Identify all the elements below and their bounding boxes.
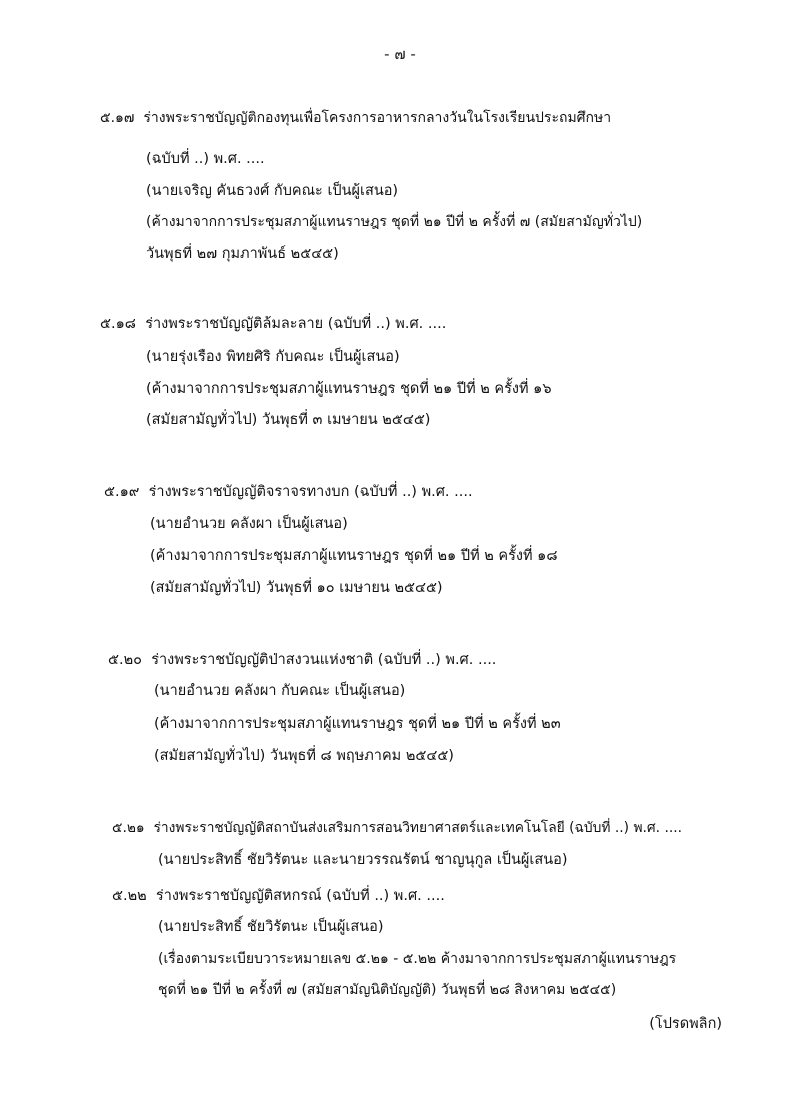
item-detail-line: (ค้างมาจากการประชุมสภาผู้แทนราษฎร ชุดที่ ๒๑ ปีที่ ๒ ครั้งที่ ๗ (สมัยสามัญทั่วไป) xyxy=(146,214,643,230)
item-detail-line: (สมัยสามัญทั่วไป) วันพุธที่ ๑๐ เมษายน ๒๕๔๕) xyxy=(150,580,443,596)
item-title-line xyxy=(104,482,473,502)
item-detail-line: (นายเจริญ คันธวงศ์ กับคณะ เป็นผู้เสนอ) xyxy=(146,183,399,199)
page-number: - ๗ - xyxy=(384,45,416,63)
item-detail-line: (นายอำนวย คลังผา เป็นผู้เสนอ) xyxy=(150,516,348,532)
item-detail-line: (ฉบับที่ ..) พ.ศ. .... xyxy=(146,151,265,167)
continue-note: (โปรดพลิก) xyxy=(649,1016,722,1032)
item-title: ร่างพระราชบัญญัติป่าสงวนแห่งชาติ (ฉบับที่ ..) พ.ศ. .... xyxy=(151,652,497,668)
item-title: ร่างพระราชบัญญัติกองทุนเพื่อโครงการอาหารกลางวันในโรงเรียนประถมศึกษา xyxy=(143,110,612,126)
item-number: ๕.๑๗ xyxy=(100,110,135,126)
item-title-line xyxy=(100,108,611,128)
item-title: ร่างพระราชบัญญัติล้มละลาย (ฉบับที่ ..) พ.ศ. .... xyxy=(145,316,447,332)
item-detail-line: วันพุธที่ ๒๗ กุมภาพันธ์ ๒๕๔๕) xyxy=(146,246,339,262)
item-number: ๕.๒๒ xyxy=(112,888,147,904)
item-number: ๕.๒๑ xyxy=(112,820,145,836)
item-detail-line: (สมัยสามัญทั่วไป) วันพุธที่ ๘ พฤษภาคม ๒๕๔๕) xyxy=(154,748,454,764)
item-detail-line: (นายประสิทธิ์ ชัยวิรัตนะ เป็นผู้เสนอ) xyxy=(158,919,384,935)
item-detail-line: (นายประสิทธิ์ ชัยวิรัตนะ และนายวรรณรัตน์ ชาญนุกูล เป็นผู้เสนอ) xyxy=(158,852,568,868)
item-detail-line: (เรื่องตามระเบียบวาระหมายเลข ๕.๒๑ - ๕.๒๒ ค้างมาจากการประชุมสภาผู้แทนราษฎร xyxy=(158,951,677,967)
item-number: ๕.๑๙ xyxy=(104,484,140,500)
item-title-line xyxy=(112,818,682,838)
item-title: ร่างพระราชบัญญัติสถาบันส่งเสริมการสอนวิทยาศาสตร์และเทคโนโลยี (ฉบับที่ ..) พ.ศ. .... xyxy=(153,820,683,836)
item-detail-line: (ค้างมาจากการประชุมสภาผู้แทนราษฎร ชุดที่ ๒๑ ปีที่ ๒ ครั้งที่ ๒๓ xyxy=(154,716,561,732)
item-detail-line: (ค้างมาจากการประชุมสภาผู้แทนราษฎร ชุดที่ ๒๑ ปีที่ ๒ ครั้งที่ ๑๖ xyxy=(146,381,552,397)
item-title-line xyxy=(112,886,445,906)
item-title-line xyxy=(108,650,496,670)
item-title: ร่างพระราชบัญญัติสหกรณ์ (ฉบับที่ ..) พ.ศ. .... xyxy=(155,888,445,904)
item-number: ๕.๒๐ xyxy=(108,652,142,668)
item-detail-line: ชุดที่ ๒๑ ปีที่ ๒ ครั้งที่ ๗ (สมัยสามัญนิติบัญญัติ) วันพุธที่ ๒๘ สิงหาคม ๒๕๔๕) xyxy=(158,982,617,998)
item-title-line xyxy=(100,314,446,334)
item-title: ร่างพระราชบัญญัติจราจรทางบก (ฉบับที่ ..) พ.ศ. .... xyxy=(148,484,473,500)
item-number: ๕.๑๘ xyxy=(100,316,136,332)
item-detail-line: (นายอำนวย คลังผา กับคณะ เป็นผู้เสนอ) xyxy=(154,683,406,699)
item-detail-line: (นายรุ่งเรือง พิทยศิริ กับคณะ เป็นผู้เสนอ) xyxy=(146,349,400,365)
item-detail-line: (สมัยสามัญทั่วไป) วันพุธที่ ๓ เมษายน ๒๕๔๕) xyxy=(146,412,431,428)
item-detail-line: (ค้างมาจากการประชุมสภาผู้แทนราษฎร ชุดที่ ๒๑ ปีที่ ๒ ครั้งที่ ๑๘ xyxy=(150,548,558,564)
